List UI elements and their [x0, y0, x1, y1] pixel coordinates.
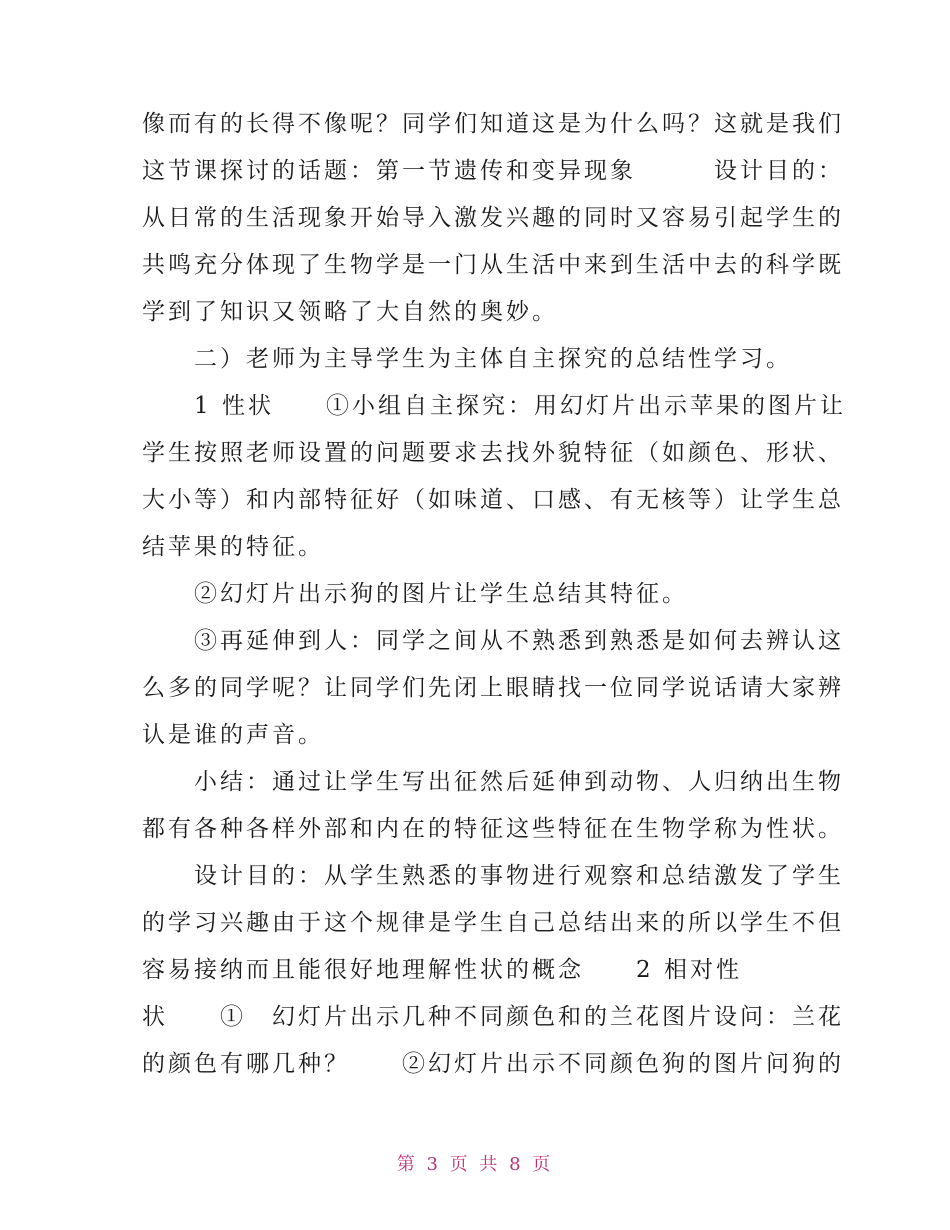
text-line: 结苹果的特征。: [142, 534, 324, 560]
text-line: 容易接纳而且能很好地理解性状的概念 2 相对性: [142, 957, 742, 983]
text-line: 小结：通过让学生写出征然后延伸到动物、人归纳出生物: [142, 769, 844, 795]
text-line: 二）老师为主导学生为主体自主探究的总结性学习。: [142, 346, 792, 372]
text-line: 认是谁的声音。: [142, 722, 324, 748]
text-line: 学到了知识又领略了大自然的奥妙。: [142, 299, 558, 325]
text-line: 学生按照老师设置的问题要求去找外貌特征（如颜色、形状、: [142, 440, 844, 466]
text-line: 都有各种各样外部和内在的特征这些特征在生物学称为性状。: [142, 816, 844, 842]
text-line: 么多的同学呢？让同学们先闭上眼睛找一位同学说话请大家辨: [142, 675, 844, 701]
text-line: ③再延伸到人：同学之间从不熟悉到熟悉是如何去辨认这: [142, 628, 844, 654]
text-line: 的学习兴趣由于这个规律是学生自己总结出来的所以学生不但: [142, 910, 844, 936]
text-line: 大小等）和内部特征好（如味道、口感、有无核等）让学生总: [142, 487, 844, 513]
text-line: 状 ① 幻灯片出示几种不同颜色和的兰花图片设问：兰花: [142, 1004, 844, 1030]
text-line: 1 性状 ①小组自主探究：用幻灯片出示苹果的图片让: [142, 393, 846, 419]
text-line: 像而有的长得不像呢？同学们知道这是为什么吗？这就是我们: [142, 111, 844, 137]
text-line: 这节课探讨的话题：第一节遗传和变异现象 设计目的：: [142, 158, 844, 184]
text-line: 共鸣充分体现了生物学是一门从生活中来到生活中去的科学既: [142, 252, 844, 278]
text-line: 从日常的生活现象开始导入激发兴趣的同时又容易引起学生的: [142, 205, 844, 231]
text-line: 的颜色有哪几种？ ②幻灯片出示不同颜色狗的图片问狗的: [142, 1051, 844, 1077]
text-line: ②幻灯片出示狗的图片让学生总结其特征。: [142, 581, 688, 607]
text-line: 设计目的：从学生熟悉的事物进行观察和总结激发了学生: [142, 863, 844, 889]
page-number-footer: 第 3 页 共 8 页: [396, 1154, 554, 1175]
